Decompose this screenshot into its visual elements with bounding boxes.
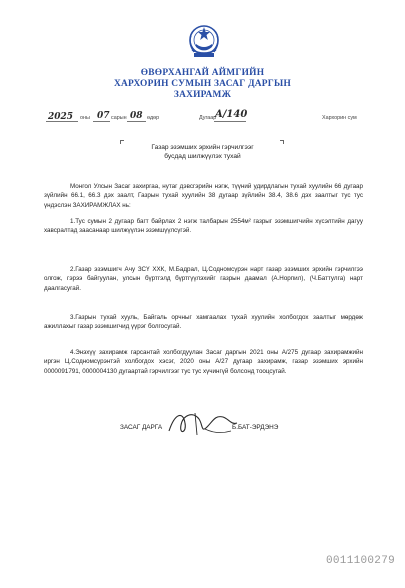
body-paragraph-intro: Монгол Улсын Засаг захиргаа, нутаг дэвсгэрийн нэгж, түүний удирдлагын тухай хуулийн 66 дугаар зүйлийн 66.1, 66.3 дэх заалт, Газрын тухай хуулийн 38 дугаар зүйлийн 38.4, 38.6 дэх заалтыг тус тус үндэслэн ЗАХИРАМЖЛАХ нь: <box>44 183 363 209</box>
decree-number: A/140 <box>215 109 248 120</box>
date-month: 07 <box>97 111 110 121</box>
day-label: өдөр <box>147 115 160 121</box>
date-day: 08 <box>130 111 143 121</box>
number-label: Дугаар <box>199 115 217 121</box>
state-emblem-icon <box>186 22 222 62</box>
body-paragraph-2: 2.Газар эзэмшигч Ачу ЗСҮ ХХК, М.Бадрал, Ц.Содномсүрэн нарт газар эзэмших эрхийн гэрчилгээ олгож, гэрээ байгуулан, улсын бүртгэлд бүртгүүлэхийг газрын даамал (А.Норпил), (Ч.Баттулга) нарт даалгасугай. <box>44 266 363 292</box>
header-line-1: ӨВӨРХАНГАЙ АЙМГИЙН <box>140 68 265 78</box>
body-paragraph-4: 4.Энэхүү захирамж гарсантай холбогдуулан Засаг даргын 2021 оны A/275 дугаар захирамжийн иргэн Ц.Содномсүрэнтэй холбогдох хэсэг, 2020 оны A/27 дугаар захирамж, газар эзэмших эрхийн 0000091791, 0000004130 дугаартай гэрчилгээг тус тус хүчингүй болсонд тооцсугай. <box>44 349 363 375</box>
body-paragraph-3: 3.Газрын тухай хууль, Байгаль орчныг хамгаалах тухай хуулийн холбогдох заалтыг мөрдөж ажиллахыг газар эзэмшигчид үүрэг болгосугай. <box>44 314 363 331</box>
header-line-2: ХАРХОРИН СУМЫН ЗАСАГ ДАРГЫН <box>113 79 292 89</box>
number-underline <box>214 121 246 122</box>
document-serial-number: 0011100279 <box>326 555 396 567</box>
year-label: оны <box>80 115 90 121</box>
title-line-1: Газар эзэмших эрхийн гэрчилгээг <box>151 144 254 151</box>
day-underline <box>127 121 146 122</box>
year-underline <box>46 121 78 122</box>
month-underline <box>93 121 110 122</box>
place-name: Хархорин сум <box>322 115 357 121</box>
signature-title: ЗАСАГ ДАРГА <box>120 424 163 431</box>
signatory-name: Б.БАТ-ЭРДЭНЭ <box>232 424 279 431</box>
body-paragraph-1: 1.Тус сумын 2 дугаар багт байрлах 2 нэгж талбарын 2554м² газрыг эзэмшигчийн хүсэлтийн дагуу хавсралтад заасанаар шилжүүлэн эзэмшүүлсүгэй. <box>44 218 363 235</box>
month-label: сарын <box>111 115 127 121</box>
header-line-3: ЗАХИРАМЖ <box>173 90 232 100</box>
date-year: 2025 <box>48 112 74 122</box>
handwritten-signature <box>165 405 240 440</box>
title-line-2: бусдад шилжүүлэх тухай <box>164 153 241 160</box>
